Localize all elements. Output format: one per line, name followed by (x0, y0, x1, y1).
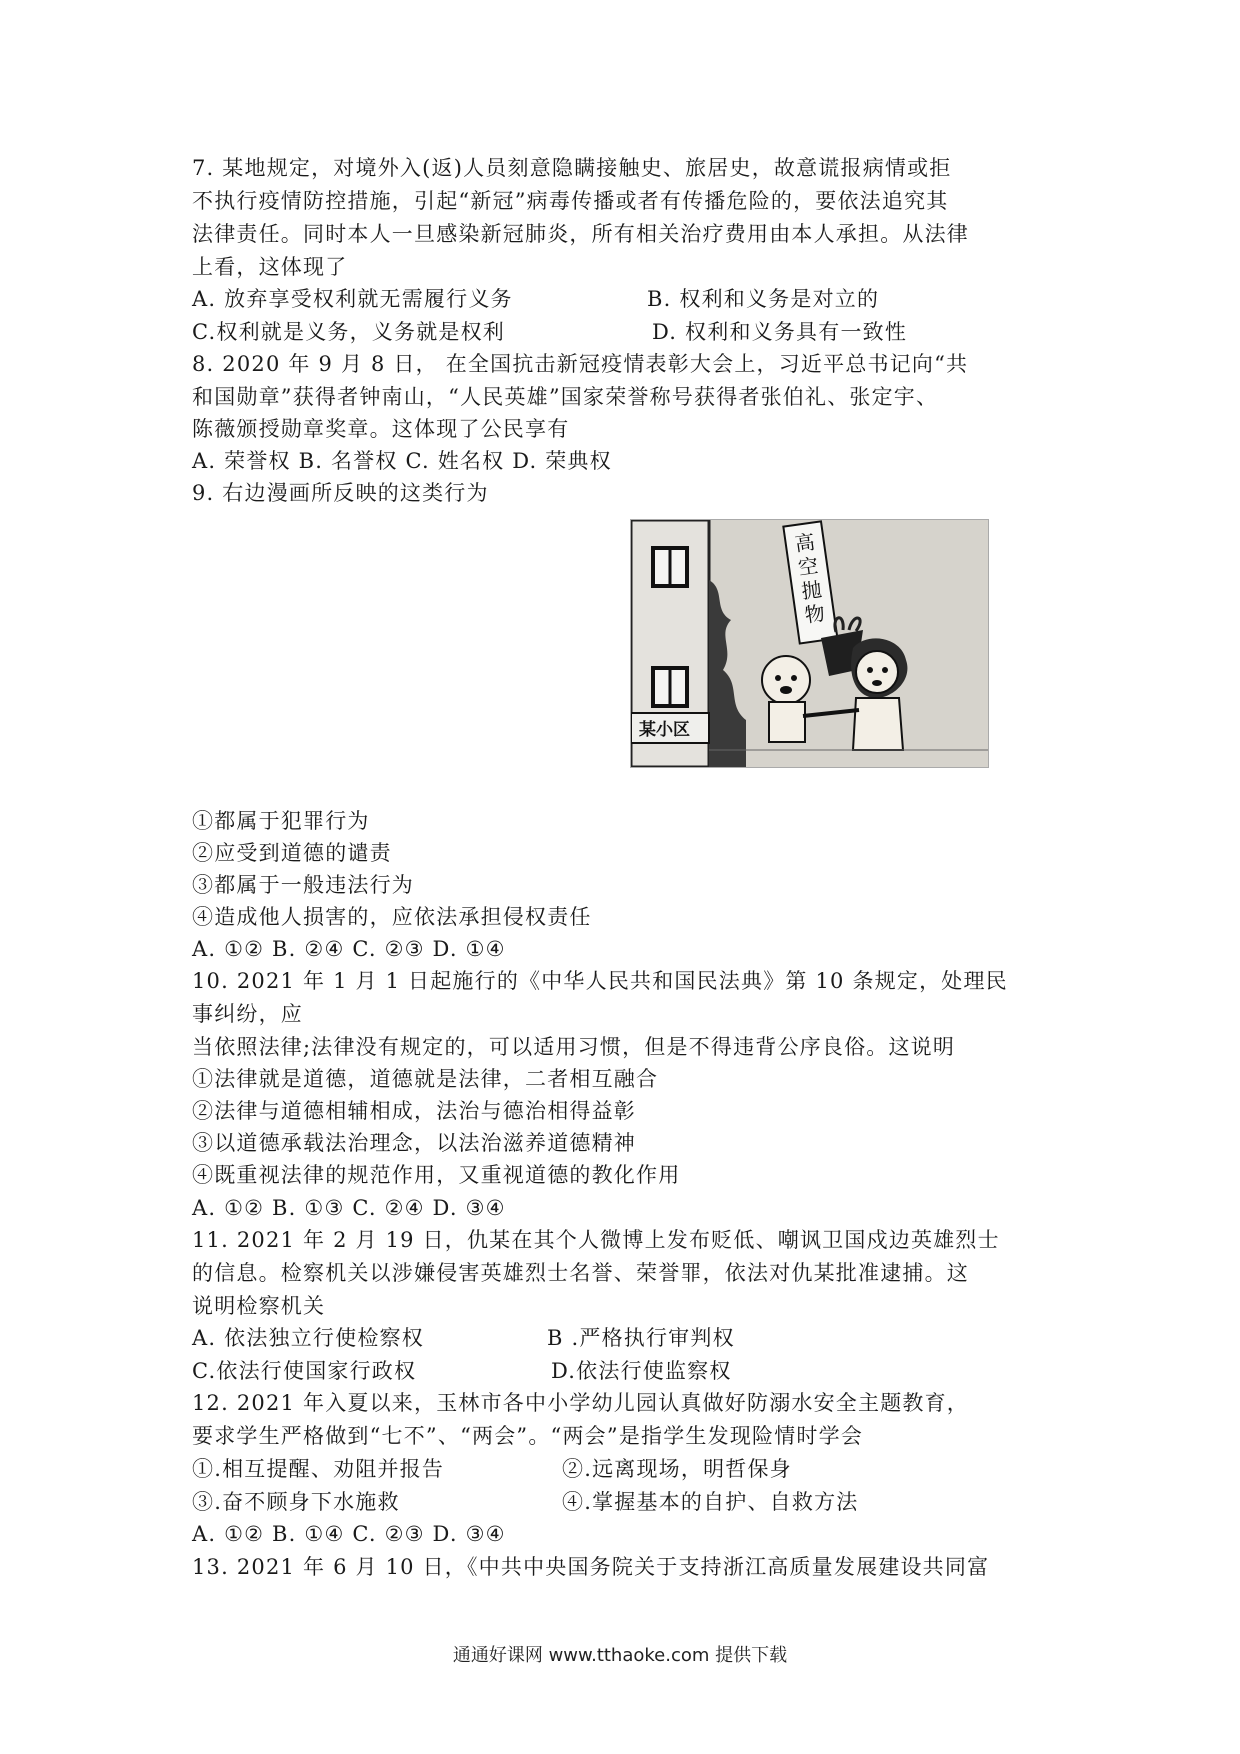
q11-option-b: B .严格执行审判权 (547, 1326, 735, 1350)
q12-item-4: ④.掌握基本的自护、自救方法 (562, 1490, 859, 1514)
q10-stem-line2: 事纠纷，应 (192, 1002, 303, 1026)
q10-item-3: ③以道德承载法治理念，以法治滋养道德精神 (192, 1131, 636, 1155)
cartoon-image (630, 519, 989, 768)
q7-option-b: B. 权利和义务是对立的 (647, 287, 880, 311)
q8-stem-line2: 和国勋章”获得者钟南山，“人民英雄”国家荣誉称号获得者张伯礼、张定宇、 (192, 385, 939, 409)
q12-stem-line2: 要求学生严格做到“七不”、“两会”。“两会”是指学生发现险情时学会 (192, 1424, 864, 1448)
q11-option-a: A. 依法独立行使检察权 (192, 1326, 424, 1350)
q9-item-3: ③都属于一般违法行为 (192, 873, 414, 897)
q9-options: A. ①② B. ②④ C. ②③ D. ①④ (192, 937, 506, 961)
q9-item-1: ①都属于犯罪行为 (192, 809, 370, 833)
q12-options: A. ①② B. ①④ C. ②③ D. ③④ (192, 1522, 506, 1546)
q8-stem-line3: 陈薇颁授勋章奖章。这体现了公民享有 (192, 417, 570, 441)
q10-stem-line1: 10. 2021 年 1 月 1 日起施行的《中华人民共和国民法典》第 10 条规定，处理民 (192, 969, 1008, 993)
q7-option-c: C.权利就是义务，义务就是权利 (192, 320, 505, 344)
q7-option-d: D. 权利和义务具有一致性 (652, 320, 908, 344)
q11-option-d: D.依法行使监察权 (551, 1359, 732, 1383)
q11-option-c: C.依法行使国家行政权 (192, 1359, 417, 1383)
cartoon-banner-label: 高空抛物 (793, 529, 827, 628)
q9-item-4: ④造成他人损害的，应依法承担侵权责任 (192, 905, 592, 929)
q12-item-1: ①.相互提醒、劝阻并报告 (192, 1457, 445, 1481)
cartoon-sign-label: 某小区 (639, 720, 690, 740)
q12-stem-line1: 12. 2021 年入夏以来，玉林市各中小学幼儿园认真做好防溺水安全主题教育， (192, 1391, 969, 1415)
q9-stem: 9. 右边漫画所反映的这类行为 (192, 481, 489, 505)
q8-stem-line1: 8. 2020 年 9 月 8 日， 在全国抗击新冠疫情表彰大会上，习近平总书记向“共 (192, 352, 969, 376)
q10-item-4: ④既重视法律的规范作用，又重视道德的教化作用 (192, 1163, 681, 1187)
q8-options: A. 荣誉权 B. 名誉权 C. 姓名权 D. 荣典权 (192, 449, 612, 473)
q7-option-a: A. 放弃享受权利就无需履行义务 (192, 287, 513, 311)
q13-stem-line1: 13. 2021 年 6 月 10 日，《中共中央国务院关于支持浙江高质量发展建设共同富 (192, 1555, 990, 1579)
q7-stem-line4: 上看，这体现了 (192, 255, 348, 279)
cartoon-drawing (631, 520, 988, 767)
q7-stem-line1: 7. 某地规定，对境外入(返)人员刻意隐瞒接触史、旅居史，故意谎报病情或拒 (192, 156, 952, 180)
q7-stem-line2: 不执行疫情防控措施，引起“新冠”病毒传播或者有传播危险的，要依法追究其 (192, 189, 949, 213)
q10-stem-line3: 当依照法律;法律没有规定的，可以适用习惯，但是不得违背公序良俗。这说明 (192, 1035, 956, 1059)
q11-stem-line1: 11. 2021 年 2 月 19 日，仇某在其个人微博上发布贬低、嘲讽卫国戍边英雄烈士 (192, 1228, 1000, 1252)
q7-stem-line3: 法律责任。同时本人一旦感染新冠肺炎，所有相关治疗费用由本人承担。从法律 (192, 222, 969, 246)
q10-item-1: ①法律就是道德，道德就是法律，二者相互融合 (192, 1067, 659, 1091)
footer-source-text: 通通好课网 www.tthaoke.com 提供下载 (452, 1645, 788, 1666)
q12-item-2: ②.远离现场，明哲保身 (562, 1457, 792, 1481)
q12-item-3: ③.奋不顾身下水施救 (192, 1490, 400, 1514)
q9-item-2: ②应受到道德的谴责 (192, 841, 392, 865)
q11-stem-line3: 说明检察机关 (192, 1294, 326, 1318)
q10-options: A. ①② B. ①③ C. ②④ D. ③④ (192, 1196, 506, 1220)
q10-item-2: ②法律与道德相辅相成，法治与德治相得益彰 (192, 1099, 636, 1123)
q11-stem-line2: 的信息。检察机关以涉嫌侵害英雄烈士名誉、荣誉罪，依法对仇某批准逮捕。这 (192, 1261, 969, 1285)
